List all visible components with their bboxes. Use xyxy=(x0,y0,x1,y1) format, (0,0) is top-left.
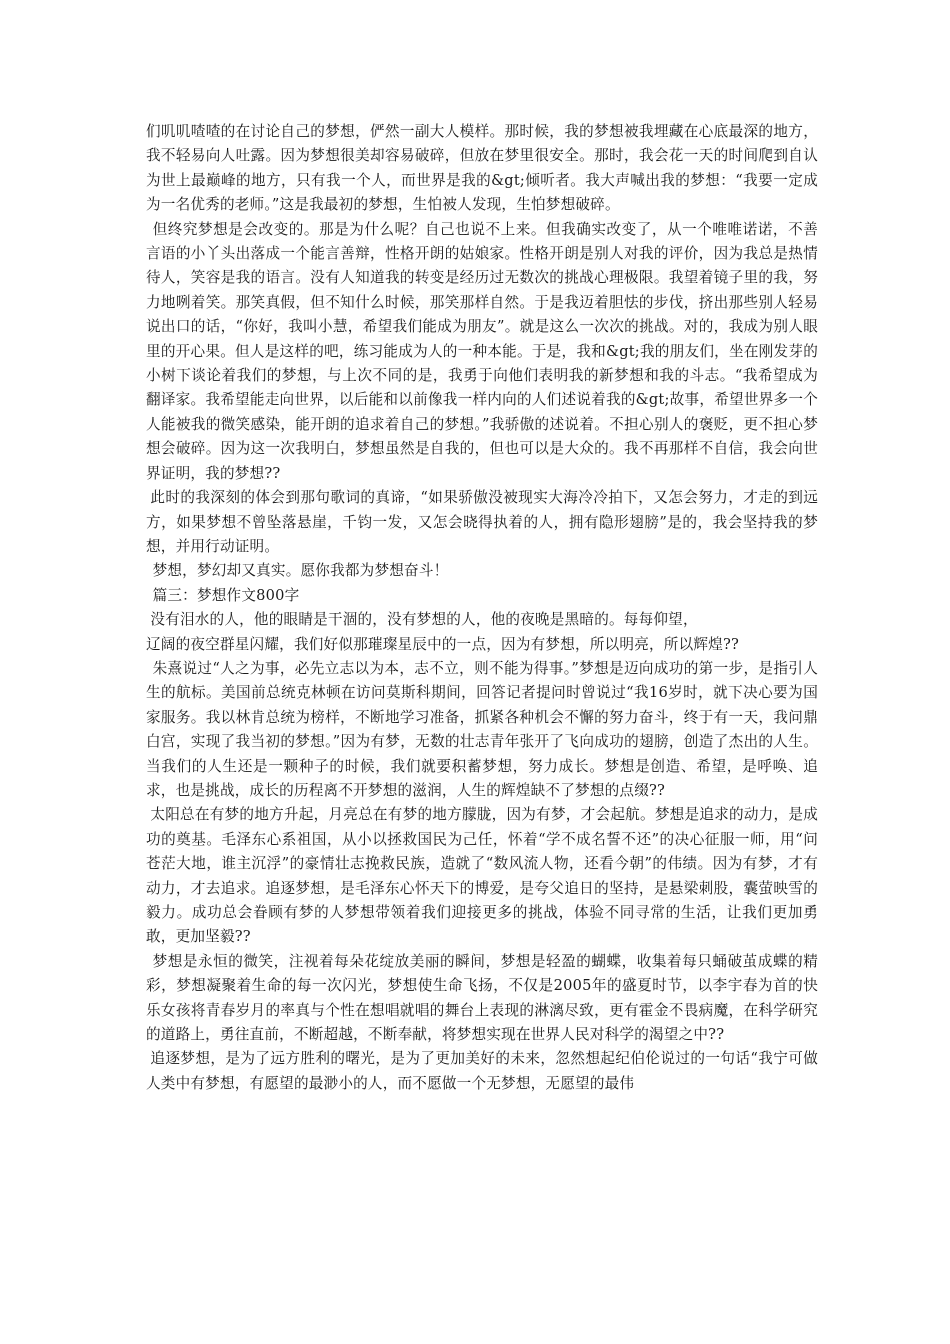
paragraph: 辽阔的夜空群星闪耀，我们好似那璀璨星辰中的一点，因为有梦想，所以明亮，所以辉煌?? xyxy=(146,635,740,653)
paragraph: 梦想，梦幻却又真实。愿你我都为梦想奋斗！ xyxy=(152,562,449,580)
paragraph: 梦想是永恒的微笑，注视着每朵花绽放美丽的瞬间，梦想是轻盈的蝴蝶，收集着每只蛹破茧成蝶的精彩，梦想凝聚着生命的每一次闪光，梦想使生命飞扬，不仅是2005年的盛夏时节，以李宇春为首的快乐女孩将青春岁月的率真与个性在想唱就唱的舞台上表现的淋漓尽致，更有霍金不畏病魔，在科学研究的道路上，勇往直前，不断超越，不断奉献，将梦想实现在世界人民对科学的渴望之中?? xyxy=(146,952,818,1044)
section-heading: 篇三：梦想作文800字 xyxy=(152,586,300,604)
paragraph: 朱熹说过“人之为事，必先立志以为本，志不立，则不能为得事。”梦想是迈向成功的第一步，是指引人生的航标。美国前总统克林顿在访问莫斯科期间，回答记者提问时曾说过“我16岁时，就下决心要为国家服务。我以林肯总统为榜样，不断地学习准备，抓紧各种机会不懈的努力奋斗，终于有一天，我问鼎白宫，实现了我当初的梦想。”因为有梦，无数的壮志青年张开了飞向成功的翅膀，创造了杰出的人生。当我们的人生还是一颗种子的时候，我们就要积蓄梦想，努力成长。梦想是创造、希望，是呼唤、追求，也是挑战，成长的历程离不开梦想的滋润，人生的辉煌缺不了梦想的点缀?? xyxy=(146,659,818,799)
paragraph: 没有泪水的人，他的眼睛是干涸的，没有梦想的人，他的夜晚是黑暗的。每每仰望， xyxy=(150,611,698,629)
paragraph: 此时的我深刻的体会到那句歌词的真谛，“如果骄傲没被现实大海冷冷拍下，又怎会努力，才走的到远方，如果梦想不曾坠落悬崖，千钧一发，又怎会晓得执着的人，拥有隐形翅膀”是的，我会坚持我的梦想，并用行动证明。 xyxy=(146,489,818,555)
paragraph: 们叽叽喳喳的在讨论自己的梦想，俨然一副大人模样。那时候，我的梦想被我埋藏在心底最深的地方，我不轻易向人吐露。因为梦想很美却容易破碎，但放在梦里很安全。那时，我会花一天的时间爬到自认为世上最巅峰的地方，只有我一个人，而世界是我的&gt;倾听者。我大声喊出我的梦想：“我要一定成为一名优秀的老师。”这是我最初的梦想，生怕被人发现，生怕梦想破碎。 xyxy=(146,123,818,214)
paragraph: 追逐梦想，是为了远方胜利的曙光，是为了更加美好的未来，忽然想起纪伯伦说过的一句话“我宁可做人类中有梦想，有愿望的最渺小的人，而不愿做一个无梦想，无愿望的最伟 xyxy=(146,1050,818,1092)
paragraph: 但终究梦想是会改变的。那是为什么呢？自己也说不上来。但我确实改变了，从一个唯唯诺诺，不善言语的小丫头出落成一个能言善辩，性格开朗的姑娘家。性格开朗是别人对我的评价，因为我总是热情待人，笑容是我的语言。没有人知道我的转变是经历过无数次的挑战心理极限。我望着镜子里的我，努力地咧着笑。那笑真假，但不知什么时候，那笑那样自然。于是我迈着胆怯的步伐，挤出那些别人轻易说出口的话，“你好，我叫小慧，希望我们能成为朋友”。就是这么一次次的挑战。对的，我成为别人眼里的开心果。但人是这样的吧，练习能成为人的一种本能。于是，我和&gt;我的朋友们，坐在刚发芽的小树下谈论着我们的梦想，与上次不同的是，我勇于向他们表明我的新梦想和我的斗志。“我希望成为翻译家。我希望能走向世界，以后能和以前像我一样内向的人们述说着我的&gt;故事，希望世界多一个人能被我的微笑感染，能开朗的追求着自己的梦想。”我骄傲的述说着。不担心别人的褒贬，更不担心梦想会破碎。因为这一次我明白，梦想虽然是自我的，但也可以是大众的。我不再那样不自信，我会向世界证明，我的梦想?? xyxy=(146,220,818,482)
document-body xyxy=(146,120,818,1096)
paragraph: 太阳总在有梦的地方升起，月亮总在有梦的地方朦胧，因为有梦，才会起航。梦想是追求的动力，是成功的奠基。毛泽东心系祖国，从小以拯救国民为己任，怀着“学不成名誓不还”的决心征服一师，用“问苍茫大地，谁主沉浮”的豪情壮志挽救民族，造就了“数风流人物，还看今朝”的伟绩。因为有梦，才有动力，才去追求。追逐梦想，是毛泽东心怀天下的博爱，是夸父追日的坚持，是悬梁刺股，囊萤映雪的毅力。成功总会眷顾有梦的人梦想带领着我们迎接更多的挑战，体验不同寻常的生活，让我们更加勇敢，更加坚毅?? xyxy=(146,806,818,946)
